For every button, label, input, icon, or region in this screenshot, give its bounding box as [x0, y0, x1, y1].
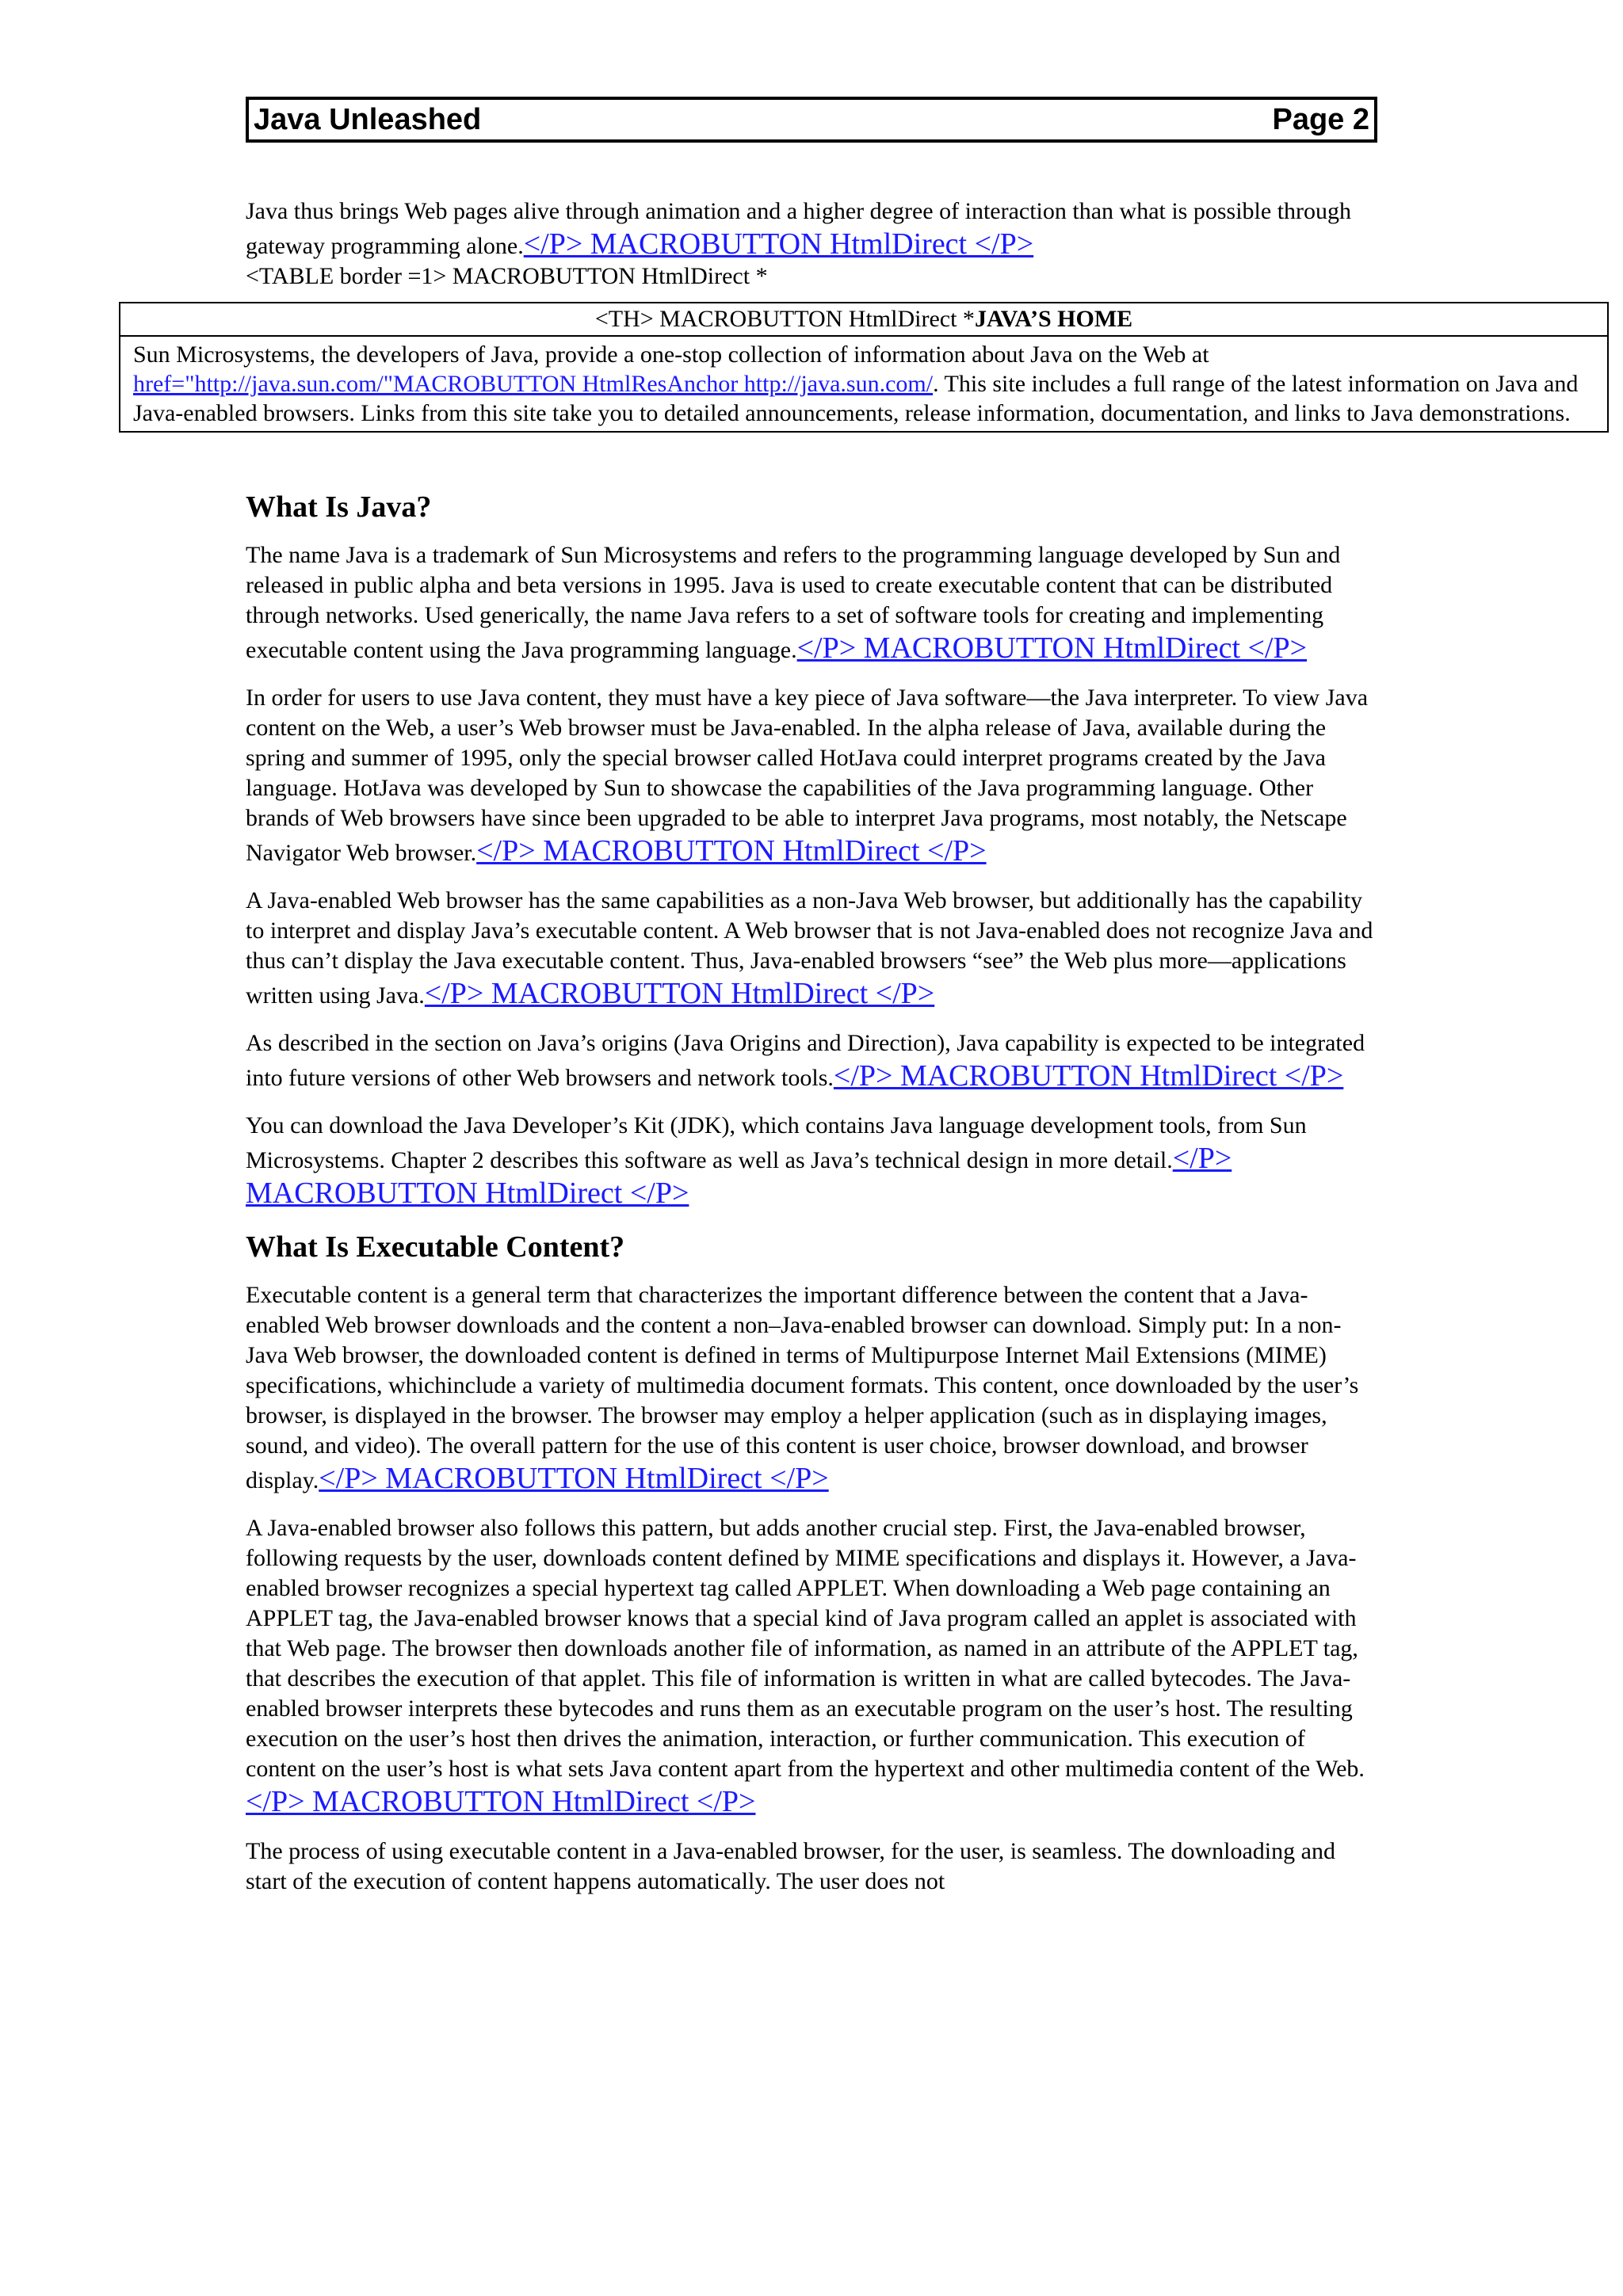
- paragraph: [246, 1111, 1379, 1211]
- paragraph: [246, 1836, 1379, 1897]
- table-header-title: JAVA’S HOME: [974, 306, 1133, 332]
- main-content: [246, 488, 1379, 1914]
- table-tag-text: <TABLE border =1> MACROBUTTON HtmlDirect *: [246, 263, 768, 289]
- header-title: Java Unleashed: [254, 102, 482, 136]
- paragraph: [246, 683, 1379, 868]
- header-page-number: Page 2: [1272, 102, 1369, 136]
- paragraph: [246, 540, 1379, 666]
- macro-link[interactable]: </P> MACROBUTTON HtmlDirect </P>: [523, 227, 1034, 261]
- page-header: [246, 97, 1377, 143]
- macro-link[interactable]: </P> MACROBUTTON HtmlDirect </P>: [796, 631, 1308, 665]
- table-cell: [120, 337, 1607, 431]
- paragraph: [246, 1028, 1379, 1093]
- paragraph-text: A Java-enabled Web browser has the same capabilities as a non-Java Web browser, but additionally has the capability to interpret and display Java’s executable content. A Web browser that is not Java-enabled does not recognize Java and thus can’t display the Java executable content. Thus, Java-enabled browsers “see” the Web plus more—applications written using Java.: [246, 887, 1373, 1009]
- paragraph-text: As described in the section on Java’s origins (Java Origins and Direction), Java capability is expected to be integrated into future versions of other Web browsers and network tools.: [246, 1030, 1365, 1091]
- java-sun-link[interactable]: href="http://java.sun.com/"MACROBUTTON HtmlResAnchor http://java.sun.com/: [133, 371, 934, 397]
- paragraph-text: The process of using executable content in a Java-enabled browser, for the user, is seamless. The downloading and start of the execution of content happens automatically. The user does not: [246, 1838, 1335, 1894]
- section-heading: What Is Java?: [246, 490, 432, 524]
- paragraph-text: The name Java is a trademark of Sun Microsystems and refers to the programming language developed by Sun and released in public alpha and beta versions in 1995. Java is used to create executable content that can be distributed through networks. Used generically, the name Java refers to a set of software tools for creating and implementing executable content using the Java programming language.: [246, 542, 1341, 663]
- java-home-table: [119, 302, 1609, 433]
- table-cell-text-after: . This site includes a full range of the latest information on Java and Java-enabled browsers. Links from this site take you to detailed announcements, release information, documentation, and links to Java demonstrations.: [133, 371, 1579, 426]
- section-heading: What Is Executable Content?: [246, 1230, 625, 1264]
- table-header: [120, 303, 1607, 337]
- macro-link[interactable]: </P> MACROBUTTON HtmlDirect </P>: [246, 1142, 1232, 1210]
- paragraph: [246, 1280, 1379, 1496]
- intro-block: [246, 196, 1379, 292]
- paragraph-text: You can download the Java Developer’s Kit (JDK), which contains Java language development tools, from Sun Microsystems. Chapter 2 describes this software as well as Java’s technical design in more detail.: [246, 1112, 1307, 1173]
- macro-link[interactable]: </P> MACROBUTTON HtmlDirect </P>: [319, 1462, 829, 1495]
- paragraph-text: In order for users to use Java content, they must have a key piece of Java software—the Java interpreter. To view Java content on the Web, a user’s Web browser must be Java-enabled. In the alpha release of Java, available during the spring and summer of 1995, only the special browser called HotJava could interpret programs created by the Java language. HotJava was developed by Sun to showcase the capabilities of the Java programming language. Other brands of Web browsers have since been upgraded to be able to interpret Java programs, most notably, the Netscape Navigator Web browser.: [246, 685, 1369, 866]
- paragraph-text: A Java-enabled browser also follows this pattern, but adds another crucial step. First, the Java-enabled browser, following requests by the user, downloads content defined by MIME specifications and displays it. However, a Java-enabled browser recognizes a special hypertext tag called APPLET. When downloading a Web page containing an APPLET tag, the Java-enabled browser knows that a special kind of Java program called an applet is associated with that Web page. The browser then downloads another file of information, as named in an attribute of the APPLET tag, that describes the execution of that applet. This file of information is written in what are called bytecodes. The Java-enabled browser interprets these bytecodes and runs them as an executable program on the user’s host. The resulting execution on the user’s host then drives the animation, interaction, or further communication. This execution of content on the user’s host is what sets Java content apart from the hypertext and other multimedia content of the Web.: [246, 1515, 1365, 1782]
- macro-link[interactable]: </P> MACROBUTTON HtmlDirect </P>: [246, 1785, 756, 1818]
- macro-link[interactable]: </P> MACROBUTTON HtmlDirect </P>: [424, 977, 935, 1010]
- table-cell-text-before: Sun Microsystems, the developers of Java, provide a one-stop collection of information about Java on the Web at: [133, 341, 1209, 368]
- intro-paragraph: [246, 196, 1379, 261]
- intro-text: Java thus brings Web pages alive through animation and a higher degree of interaction than what is possible through gateway programming alone.: [246, 198, 1352, 259]
- macro-link[interactable]: </P> MACROBUTTON HtmlDirect </P>: [476, 834, 987, 868]
- paragraph: [246, 1513, 1379, 1819]
- paragraph: [246, 886, 1379, 1011]
- paragraph-text: Executable content is a general term that characterizes the important difference between the content that a Java-enabled Web browser downloads and the content a non–Java-enabled browser can download. Simply put: In a non-Java Web browser, the downloaded content is defined in terms of Multipurpose Internet Mail Extensions (MIME) specifications, whichinclude a variety of multimedia document formats. This content, once downloaded by the user’s browser, is displayed in the browser. The browser may employ a helper application (such as in displaying images, sound, and video). The overall pattern for the use of this content is user choice, browser download, and browser display.: [246, 1282, 1359, 1493]
- table-header-prefix: <TH> MACROBUTTON HtmlDirect *: [594, 306, 975, 332]
- macro-link[interactable]: </P> MACROBUTTON HtmlDirect </P>: [833, 1059, 1344, 1093]
